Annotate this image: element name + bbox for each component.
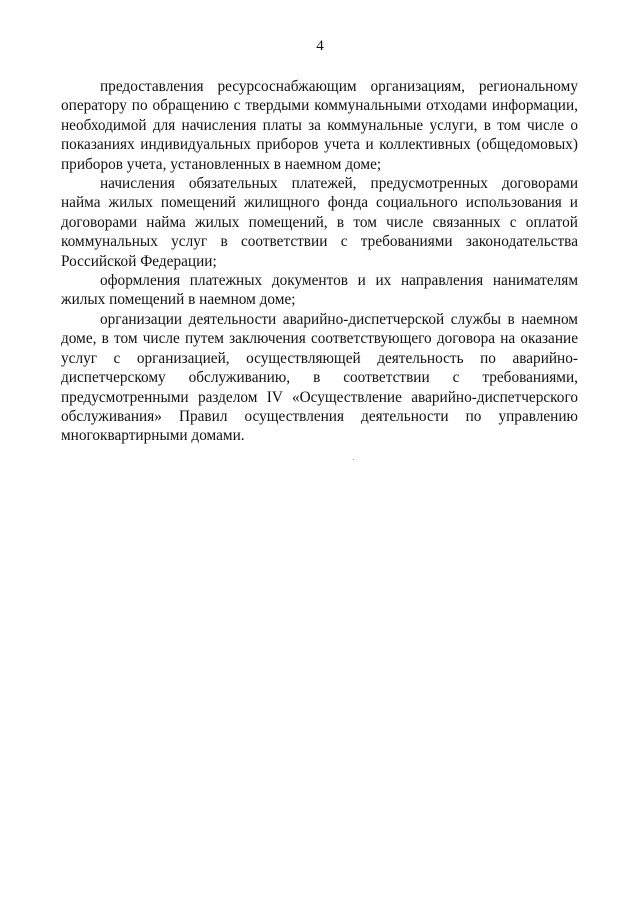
paragraph-payment-documents: оформления платежных документов и их направления нанимателям жилых помещений в наемном доме;: [61, 272, 578, 309]
paragraph-info-provision: предоставления ресурсоснабжающим организациям, региональному оператору по обращению с твердыми коммунальными отходами информации, необходимой для начисления платы за коммунальные услуги, в том числе о показаниях индивидуальных приборов учета и коллективных (общедомовых) приборов учета, установленных в наемном доме;: [61, 78, 578, 173]
page-number: 4: [316, 38, 324, 54]
scan-speck: [353, 459, 354, 460]
document-body: [61, 77, 578, 446]
paragraph-emergency-service: организации деятельности аварийно-диспетчерской службы в наемном доме, в том числе путем заключения соответствующего договора на оказание услуг с организацией, осуществляющей деятельность по аварийно-диспетчерскому обслуживанию, в соответствии с требованиями, предусмотренными разделом IV «Осуществление аварийно-диспетчерского обслуживания» Правил осуществления деятельности по управлению многоквартирными домами.: [61, 310, 578, 445]
paragraph-mandatory-payments: начисления обязательных платежей, предусмотренных договорами найма жилых помещений жилищного фонда социального использования и договорами найма жилых помещений, в том числе связанных с оплатой коммунальных услуг в соответствии с требованиями законодательства Российской Федерации;: [61, 175, 578, 270]
